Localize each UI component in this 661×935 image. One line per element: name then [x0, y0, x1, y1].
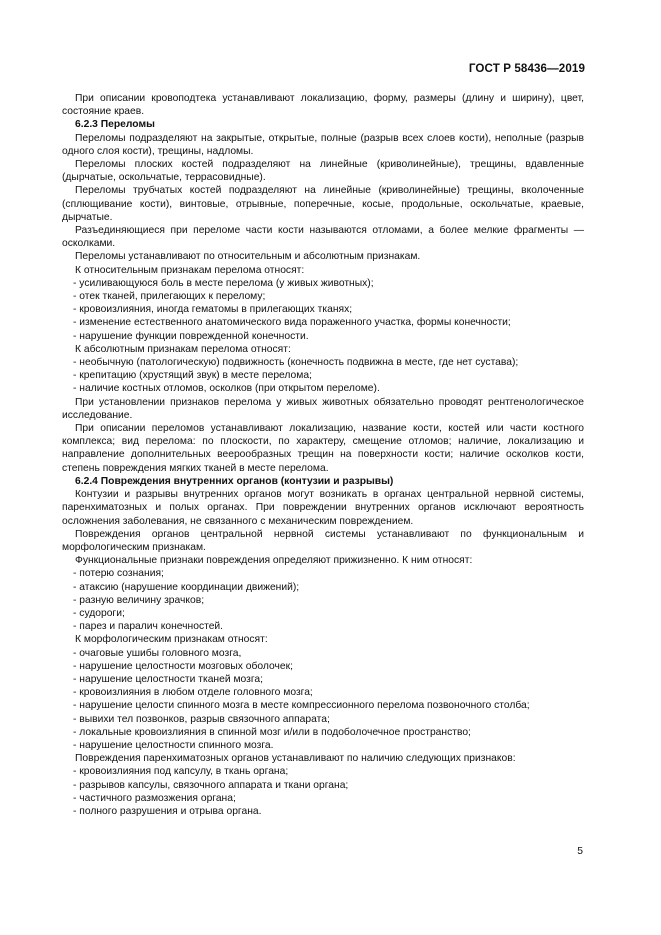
- list-item: - нарушение целостности мозговых оболочек;: [73, 660, 294, 672]
- list-item: - частичного размозжения органа;: [73, 792, 236, 804]
- paragraph: При описании кровоподтека устанавливают локализацию, форму, размеры (длину и ширину), цвет, состояние краев.: [62, 93, 584, 118]
- paragraph: К относительным признакам перелома относят:: [75, 264, 305, 276]
- list-item: - наличие костных отломов, осколков (при открытом переломе).: [73, 383, 380, 395]
- list-item: - судороги;: [73, 607, 125, 619]
- list-item: - усиливающуюся боль в месте перелома (у живых животных);: [73, 277, 374, 289]
- list-item: - кровоизлияния под капсулу, в ткань органа;: [73, 766, 289, 778]
- section-heading: 6.2.3 Переломы: [75, 119, 155, 131]
- list-item: - крепитацию (хрустящий звук) в месте перелома;: [73, 370, 312, 382]
- list-item: - кровоизлияния в любом отделе головного мозга;: [73, 687, 313, 699]
- page-body: [62, 92, 584, 818]
- paragraph: Переломы подразделяют на закрытые, открытые, полные (разрыв всех слоев кости), неполные (разрыв одного слоя кости), трещины, надломы.: [62, 132, 584, 157]
- paragraph: Переломы плоских костей подразделяют на линейные (криволинейные), трещины, вдавленные (дырчатые, оскольчатые, террасовидные).: [62, 159, 584, 184]
- paragraph: Функциональные признаки повреждения определяют прижизненно. К ним относят:: [75, 555, 473, 567]
- paragraph: Повреждения органов центральной нервной системы устанавливают по функциональным и морфологическим признакам.: [62, 528, 584, 553]
- paragraph: Переломы устанавливают по относительным и абсолютным признакам.: [75, 251, 421, 263]
- list-item: - кровоизлияния, иногда гематомы в прилегающих тканях;: [73, 304, 353, 316]
- paragraph: К морфологическим признакам относят:: [75, 634, 268, 646]
- list-item: - атаксию (нарушение координации движений);: [73, 581, 300, 593]
- list-item: - изменение естественного анатомического вида пораженного участка, формы конечности;: [73, 317, 511, 329]
- section-heading: 6.2.4 Повреждения внутренних органов (контузии и разрывы): [75, 475, 394, 487]
- list-item: - отек тканей, прилегающих к перелому;: [73, 291, 266, 303]
- page-number: 5: [577, 846, 583, 857]
- list-item: - парез и паралич конечностей.: [73, 621, 224, 633]
- paragraph: При описании переломов устанавливают локализацию, название кости, костей или части костного комплекса; вид перелома: по плоскости, по характеру, смещение отломов; наличие, локализацию и направление дополнительных веерообразных трещин на поверхности кости; наличие осколков кости, степень повреждения мягких тканей в месте перелома.: [62, 423, 584, 474]
- list-item: - нарушение функции поврежденной конечности.: [73, 330, 309, 342]
- list-item: - полного разрушения и отрыва органа.: [73, 805, 262, 817]
- list-item: - нарушение целости спинного мозга в месте компрессионного перелома позвоночного столба;: [73, 700, 530, 712]
- list-item: - вывихи тел позвонков, разрыв связочного аппарата;: [73, 713, 330, 725]
- list-item: - нарушение целостности тканей мозга;: [73, 673, 263, 685]
- document-standard-number: ГОСТ Р 58436—2019: [468, 62, 585, 75]
- paragraph: Переломы трубчатых костей подразделяют на линейные (криволинейные) трещины, вколоченные (сплющивание кости), винтовые, отрывные, поперечные, косые, продольные, оскольчатые, краевые, дырчатые.: [62, 185, 584, 223]
- list-item: - разную величину зрачков;: [73, 594, 205, 606]
- list-item: - нарушение целостности спинного мозга.: [73, 739, 274, 751]
- paragraph: Повреждения паренхиматозных органов устанавливают по наличию следующих признаков:: [75, 753, 516, 765]
- paragraph: Разъединяющиеся при переломе части кости называются отломами, а более мелкие фрагменты — осколками.: [62, 225, 584, 250]
- list-item: - разрывов капсулы, связочного аппарата и ткани органа;: [73, 779, 349, 791]
- list-item: - локальные кровоизлияния в спинной мозг и/или в подоболочечное пространство;: [73, 726, 471, 738]
- paragraph: Контузии и разрывы внутренних органов могут возникать в органах центральной нервной системы, паренхиматозных и полых органах. При повреждении внутренних органов исключают вероятность осложнения заболевания, не связанного с механическим повреждением.: [62, 489, 584, 527]
- paragraph: При установлении признаков перелома у живых животных обязательно проводят рентгенологическое исследование.: [62, 396, 584, 421]
- list-item: - потерю сознания;: [73, 568, 164, 580]
- list-item: - необычную (патологическую) подвижность (конечность подвижна в месте, где нет сустава);: [73, 357, 519, 369]
- list-item: - очаговые ушибы головного мозга,: [73, 647, 242, 659]
- paragraph: К абсолютным признакам перелома относят:: [75, 343, 291, 355]
